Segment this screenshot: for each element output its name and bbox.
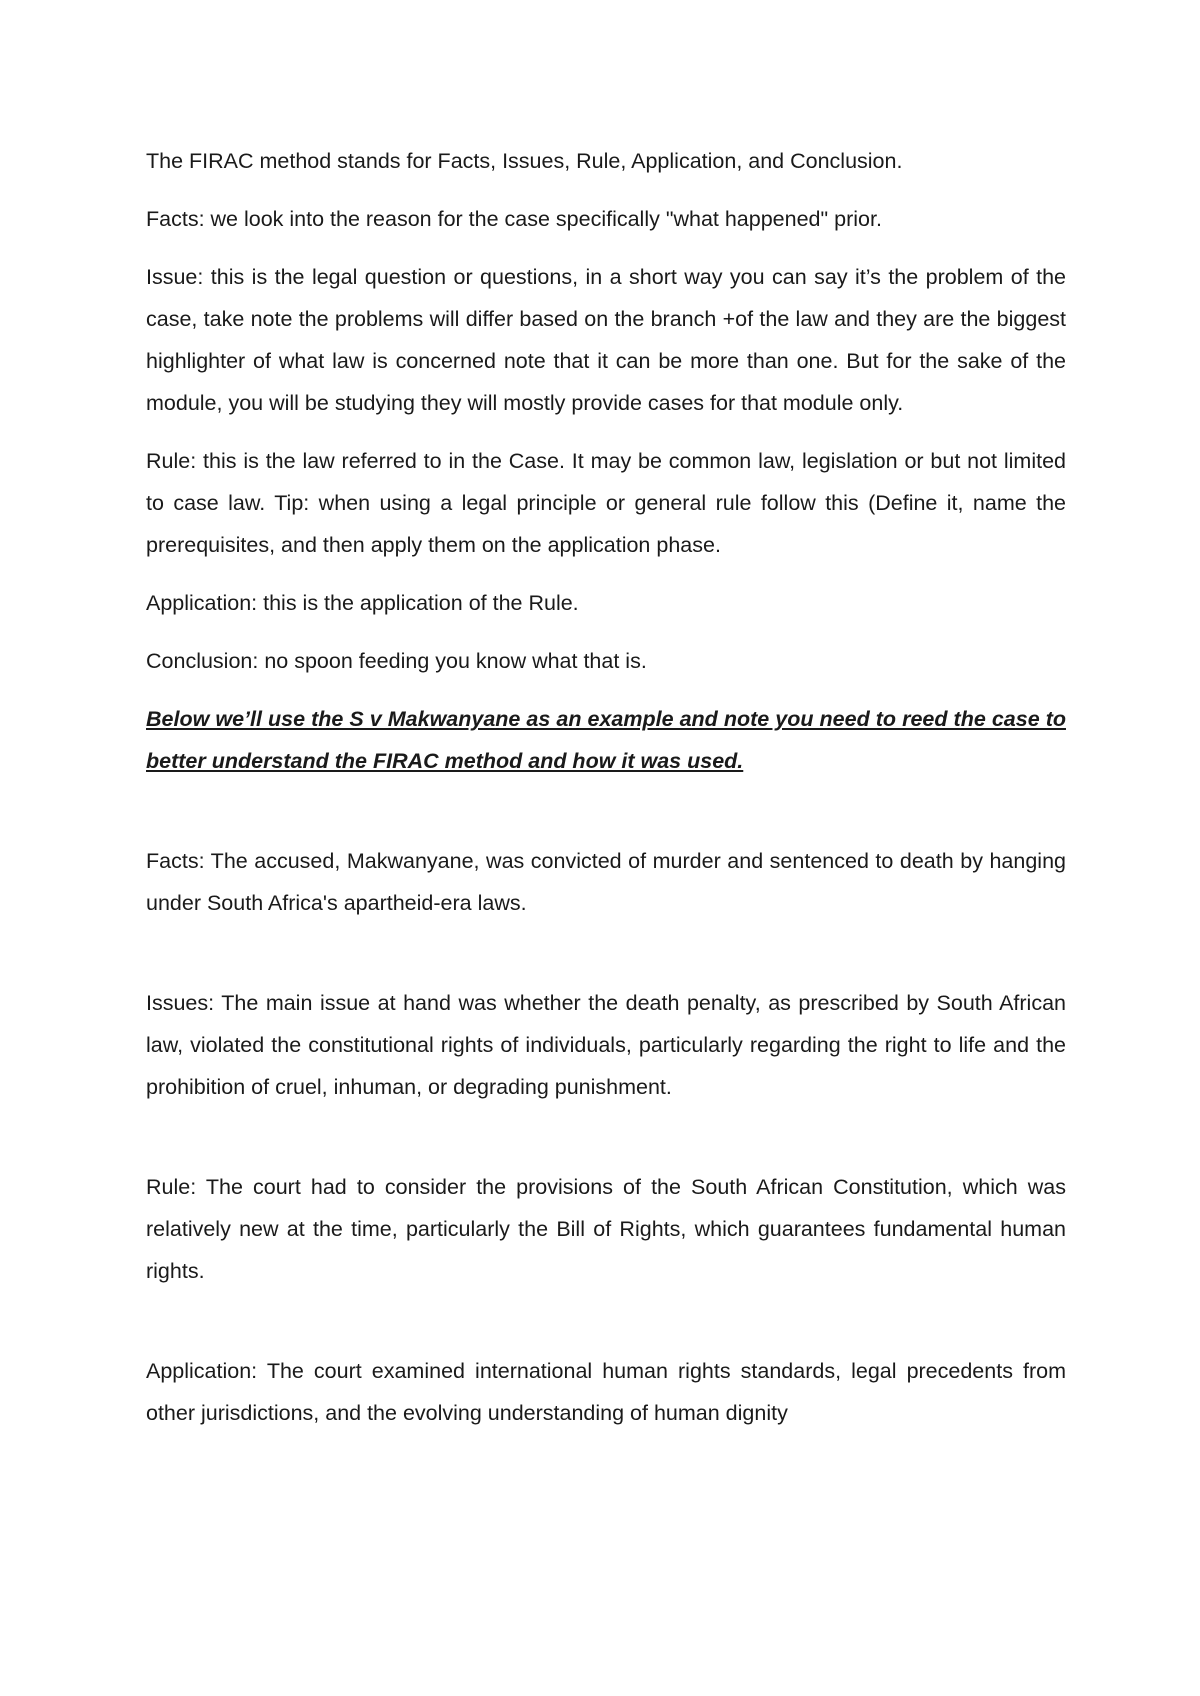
example-facts: Facts: The accused, Makwanyane, was convicted of murder and sentenced to death by hanging under South Africa's apartheid-era laws. [146, 849, 1066, 915]
example-issues: Issues: The main issue at hand was whether the death penalty, as prescribed by South African law, violated the constitutional rights of individuals, particularly regarding the right to life and the prohibition of cruel, inhuman, or degrading punishment. [146, 991, 1066, 1099]
firac-definition: The FIRAC method stands for Facts, Issues, Rule, Application, and Conclusion. [146, 149, 903, 173]
example-heading: Below we’ll use the S v Makwanyane as an example and note you need to reed the case to better understand the FIRAC method and how it was used. [146, 707, 1066, 773]
example-application: Application: The court examined international human rights standards, legal precedents from other jurisdictions, and the evolving understanding of human dignity [146, 1359, 1066, 1425]
facts-explanation: Facts: we look into the reason for the case specifically "what happened" prior. [146, 207, 882, 231]
conclusion-explanation: Conclusion: no spoon feeding you know what that is. [146, 649, 647, 673]
example-rule: Rule: The court had to consider the provisions of the South African Constitution, which was relatively new at the time, particularly the Bill of Rights, which guarantees fundamental human rights. [146, 1175, 1066, 1283]
application-explanation: Application: this is the application of the Rule. [146, 591, 579, 615]
issue-explanation: Issue: this is the legal question or questions, in a short way you can say it’s the problem of the case, take note the problems will differ based on the branch +of the law and they are the biggest highlighter of what law is concerned note that it can be more than one. But for the sake of the module, you will be studying they will mostly provide cases for that module only. [146, 265, 1066, 415]
document-body [146, 140, 1066, 1450]
rule-explanation: Rule: this is the law referred to in the Case. It may be common law, legislation or but not limited to case law. Tip: when using a legal principle or general rule follow this (Define it, name the prerequisites, and then apply them on the application phase. [146, 449, 1066, 557]
